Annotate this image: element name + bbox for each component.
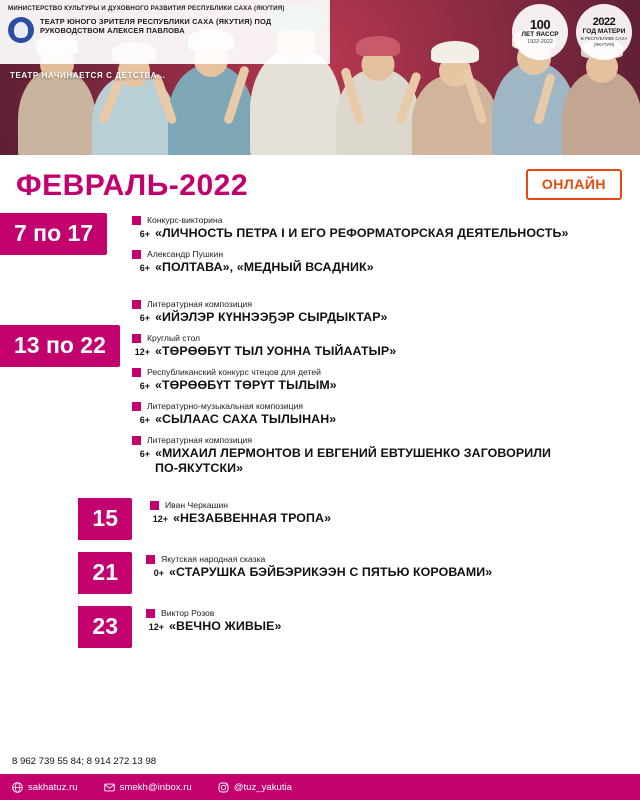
bullet-square-icon: [132, 334, 141, 343]
age-rating: 6+: [139, 449, 150, 459]
list-item: [150, 500, 626, 525]
schedule-group: [0, 552, 626, 588]
date-column: [0, 297, 132, 367]
bullet-square-icon: [150, 501, 159, 510]
event-genre: Круглый стол: [147, 333, 201, 343]
badge-number: 100: [529, 16, 551, 32]
badge-mother-sub: В РЕСПУБЛИКЕ САХА (ЯКУТИЯ): [580, 36, 628, 47]
event-title: «МИХАИЛ ЛЕРМОНТОВ И ЕВГЕНИЙ ЕВТУШЕНКО ЗАГОВОРИЛИ ПО-ЯКУТСКИ»: [155, 446, 552, 475]
footer-bar: [0, 774, 640, 800]
instagram-label: @tuz_yakutia: [233, 781, 293, 793]
bullet-square-icon: [132, 216, 141, 225]
month-header: [0, 155, 640, 213]
online-badge: ОНЛАЙН: [526, 169, 622, 200]
age-rating: 12+: [148, 622, 164, 632]
theatre-name: ТЕАТР ЮНОГО ЗРИТЕЛЯ РЕСПУБЛИКИ САХА (ЯКУТИЯ) ПОД РУКОВОДСТВОМ АЛЕКСЕЯ ПАВЛОВА: [40, 17, 272, 36]
date-column: [0, 606, 132, 640]
date-column: [0, 213, 132, 255]
tagline: ТЕАТР НАЧИНАЕТСЯ С ДЕТСТВА...: [10, 71, 166, 80]
age-rating: 6+: [139, 415, 150, 425]
bullet-square-icon: [132, 402, 141, 411]
age-rating: 12+: [134, 347, 150, 357]
event-title: «ЛИЧНОСТЬ ПЕТРА I И ЕГО РЕФОРМАТОРСКАЯ ДЕЯТЕЛЬНОСТЬ»: [155, 226, 569, 240]
badge-mother-label: ГОД МАТЕРИ: [582, 28, 626, 35]
event-title: «ПОЛТАВА», «МЕДНЫЙ ВСАДНИК»: [155, 260, 374, 274]
instagram-icon: [218, 782, 229, 793]
list-item: [146, 554, 626, 579]
bullet-square-icon: [132, 436, 141, 445]
instagram-link[interactable]: [218, 782, 292, 793]
event-genre: Литературно-музыкальная композиция: [147, 401, 304, 411]
globe-icon: [12, 782, 23, 793]
page-title: ФЕВРАЛЬ-2022: [16, 169, 249, 202]
date-chip: 23: [78, 606, 132, 648]
bullet-square-icon: [146, 555, 155, 564]
age-rating: 0+: [153, 568, 164, 578]
theatre-logo-icon: [8, 17, 34, 43]
theatre-logo-block: [0, 0, 330, 64]
events-column: [132, 213, 626, 283]
phone-numbers: 8 962 739 55 84; 8 914 272 13 98: [12, 756, 157, 767]
bullet-square-icon: [132, 368, 141, 377]
event-genre: Виктор Розов: [161, 608, 215, 618]
event-genre: Литературная композиция: [147, 435, 253, 445]
website-link[interactable]: [12, 782, 78, 793]
list-item: [132, 215, 626, 240]
email-link[interactable]: [104, 782, 192, 793]
list-item: [132, 435, 626, 475]
list-item: [132, 333, 626, 358]
date-column: [0, 498, 132, 532]
schedule-group: [0, 606, 626, 642]
badge-label: ЛЕТ ЯАССР: [521, 30, 559, 38]
event-genre: Республиканский конкурс чтецов для детей: [147, 367, 321, 377]
age-rating: 12+: [152, 514, 168, 524]
event-genre: Иван Черкашин: [165, 500, 229, 510]
badge-year: 2022: [592, 16, 616, 28]
date-chip: 7 по 17: [0, 213, 107, 255]
list-item: [132, 249, 626, 274]
events-column: [132, 498, 626, 534]
bullet-square-icon: [132, 300, 141, 309]
header-photo-band: [0, 0, 640, 155]
schedule-list: [0, 213, 640, 642]
badge-100-years-yassr: [512, 4, 568, 60]
event-genre: Александр Пушкин: [147, 249, 224, 259]
bullet-square-icon: [132, 250, 141, 259]
date-column: [0, 552, 132, 586]
event-title: «ТӨРӨӨБҮТ ТӨРҮТ ТЫЛЫМ»: [155, 378, 337, 392]
event-title: «ИЙЭЛЭР КҮННЭЭҔЭР СЫРДЫКТАР»: [155, 310, 388, 324]
event-title: «ТӨРӨӨБҮТ ТЫЛ УОННА ТЫЙААТЫР»: [155, 344, 397, 358]
age-rating: 6+: [139, 229, 150, 239]
schedule-group: [0, 498, 626, 534]
events-column: [132, 606, 626, 642]
badge-year-of-mother: [576, 4, 632, 60]
badge-years: 1922-2022: [527, 39, 553, 46]
event-title: «СТАРУШКА БЭЙБЭРИКЭЭН С ПЯТЬЮ КОРОВАМИ»: [169, 565, 493, 579]
event-genre: Литературная композиция: [147, 299, 253, 309]
date-chip: 13 по 22: [0, 325, 120, 367]
date-chip: 15: [78, 498, 132, 540]
anniversary-badges: [512, 4, 632, 60]
list-item: [146, 608, 626, 633]
date-chip: 21: [78, 552, 132, 594]
mail-icon: [104, 782, 115, 793]
list-item: [132, 367, 626, 392]
age-rating: 6+: [139, 263, 150, 273]
event-genre: Якутская народная сказка: [161, 554, 266, 564]
bullet-square-icon: [146, 609, 155, 618]
list-item: [132, 401, 626, 426]
ministry-line: МИНИСТЕРСТВО КУЛЬТУРЫ И ДУХОВНОГО РАЗВИТИЯ РЕСПУБЛИКИ САХА (ЯКУТИЯ): [8, 5, 285, 12]
event-genre: Конкурс-викторина: [147, 215, 223, 225]
age-rating: 6+: [139, 381, 150, 391]
footer: [0, 756, 640, 800]
events-column: [132, 297, 626, 484]
age-rating: 6+: [139, 313, 150, 323]
event-title: «СЫЛААС САХА ТЫЛЫНАН»: [155, 412, 337, 426]
list-item: [132, 299, 626, 324]
email-label: smekh@inbox.ru: [119, 781, 192, 793]
event-title: «ВЕЧНО ЖИВЫЕ»: [169, 619, 282, 633]
schedule-group: [0, 297, 626, 484]
website-label: sakhatuz.ru: [28, 781, 78, 793]
events-column: [132, 552, 626, 588]
schedule-group: [0, 213, 626, 283]
event-title: «НЕЗАБВЕННАЯ ТРОПА»: [173, 511, 332, 525]
